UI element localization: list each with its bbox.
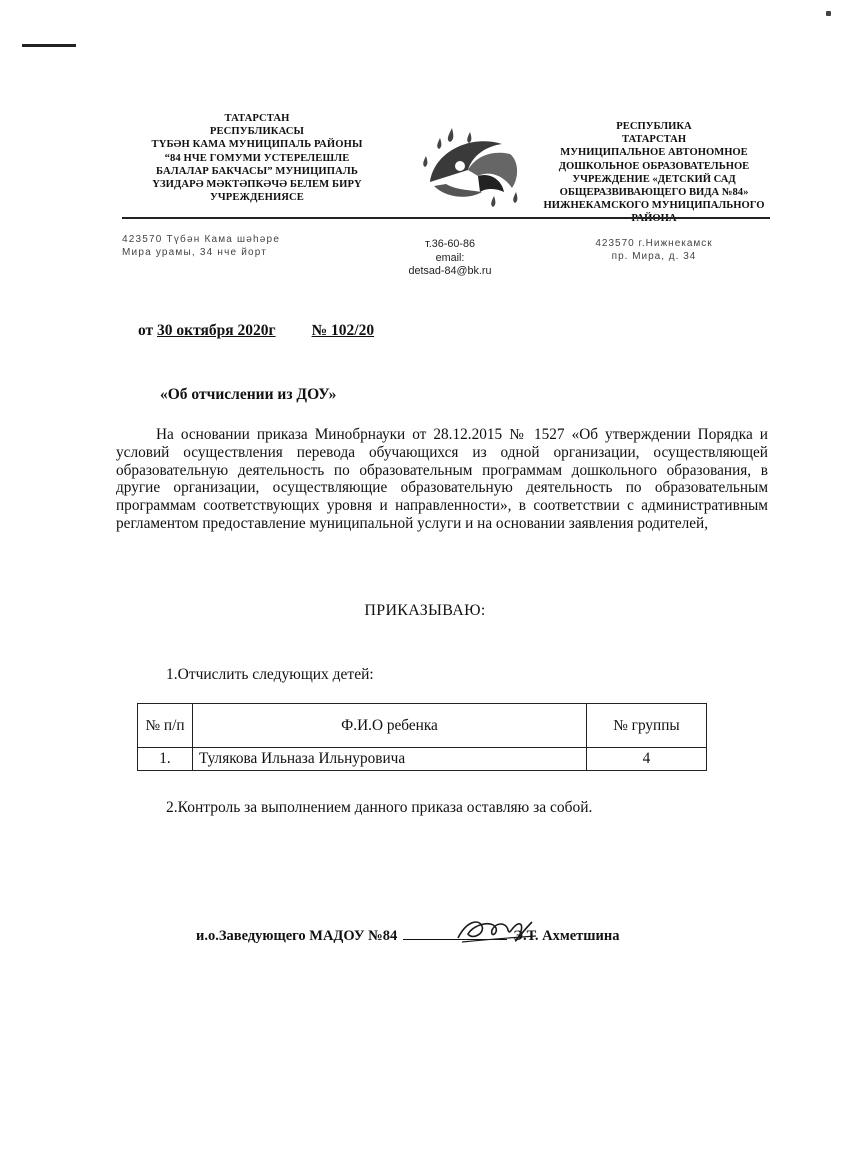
signatory-position: и.о.Заведующего МАДОУ №84 bbox=[196, 928, 398, 944]
header-group: № группы bbox=[587, 704, 707, 748]
header-num: № п/п bbox=[138, 704, 193, 748]
email-label: email: bbox=[435, 251, 465, 264]
address-russian bbox=[566, 238, 742, 263]
signature-line bbox=[196, 927, 620, 945]
letterhead-russian-line: РЕСПУБЛИКА bbox=[616, 121, 692, 132]
letterhead-tatar-line: ТҮБӘН КАМА МУНИЦИПАЛЬ РАЙОНЫ bbox=[151, 139, 363, 151]
kindergarten-logo-icon bbox=[420, 126, 526, 212]
order-preamble bbox=[116, 426, 768, 533]
letterhead-tatar bbox=[118, 112, 396, 204]
letterhead-tatar-line: ТАТАРСТАН bbox=[224, 113, 290, 124]
table-row bbox=[138, 748, 707, 771]
letterhead-divider bbox=[122, 217, 770, 219]
handwritten-signature-icon bbox=[452, 914, 540, 950]
letterhead-tatar-line: УЧРЕЖДЕНИЯСЕ bbox=[210, 192, 304, 204]
order-item-1: 1.Отчислить следующих детей: bbox=[166, 666, 374, 683]
email-address: detsad-84@bk.ru bbox=[408, 265, 492, 277]
address-line: пр. Мира, д. 34 bbox=[611, 250, 697, 262]
signatory-name: Э.Т. Ахметшина bbox=[513, 928, 620, 944]
order-date-line bbox=[138, 322, 374, 340]
letterhead-russian-line: НИЖНЕКАМСКОГО МУНИЦИПАЛЬНОГО bbox=[543, 200, 765, 212]
letterhead-tatar-line: ҮЗИДАРӘ МӘКТӘПКӘЧӘ БЕЛЕМ БИРҮ bbox=[152, 179, 362, 191]
scan-artifact-mark bbox=[22, 44, 76, 47]
letterhead-russian-line: ДОШКОЛЬНОЕ ОБРАЗОВАТЕЛЬНОЕ bbox=[558, 160, 750, 172]
letterhead-russian-line: МУНИЦИПАЛЬНОЕ АВТОНОМНОЕ bbox=[560, 147, 748, 159]
address-line: 423570 Түбән Кама шәһәре bbox=[122, 234, 281, 245]
order-date: 30 октября 2020г bbox=[157, 322, 276, 339]
order-number: № 102/20 bbox=[311, 322, 375, 339]
preamble-text: На основании приказа Минобрнауки от 28.12.2015 № 1527 «Об утверждении Порядка и условий осуществления перевода обучающихся из одной организации, осуществляющей образовательную деятельность по образовательным программам дошкольного образования, в другие организации, осуществляющие образовательную деятельность по образовательным программам соответствующих уровня и направленности», в соответствии с административным регламентом предоставление муниципальной услуги и на основании заявления родителей, bbox=[116, 426, 768, 532]
contact-block bbox=[392, 238, 508, 279]
cell-group: 4 bbox=[587, 748, 707, 771]
order-subject: «Об отчислении из ДОУ» bbox=[160, 386, 337, 403]
address-tatar bbox=[122, 234, 280, 259]
letterhead-tatar-line: РЕСПУБЛИКАСЫ bbox=[209, 126, 305, 138]
header-name: Ф.И.О ребенка bbox=[193, 704, 587, 748]
address-line: 423570 г.Нижнекамск bbox=[595, 238, 713, 249]
cell-num: 1. bbox=[138, 748, 193, 771]
letterhead-tatar-line: “84 НЧЕ ГОМУМИ УСТЕРЕЛЕШЛЕ bbox=[164, 152, 350, 164]
scan-artifact-dot bbox=[826, 11, 831, 16]
letterhead-russian-line: УЧРЕЖДЕНИЕ «ДЕТСКИЙ САД bbox=[572, 173, 736, 185]
table-header-row bbox=[138, 704, 707, 748]
letterhead-russian bbox=[538, 120, 770, 226]
letterhead-russian-line: ТАТАРСТАН bbox=[621, 134, 687, 146]
letterhead-russian-line bbox=[538, 212, 770, 225]
address-line: Мира урамы, 34 нче йорт bbox=[122, 246, 268, 258]
date-prefix: от bbox=[138, 322, 154, 339]
phone: т.36-60-86 bbox=[425, 238, 475, 250]
order-item-2: 2.Контроль за выполнением данного приказа оставляю за собой. bbox=[166, 799, 593, 816]
children-table bbox=[137, 703, 707, 771]
letterhead-tatar-line: БАЛАЛАР БАКЧАСЫ” МУНИЦИПАЛЬ bbox=[156, 165, 358, 177]
cell-name: Тулякова Ильназа Ильнуровича bbox=[193, 748, 587, 771]
order-heading: ПРИКАЗЫВАЮ: bbox=[364, 602, 486, 619]
letterhead-russian-line: ОБЩЕРАЗВИВАЮЩЕГО ВИДА №84» bbox=[559, 187, 749, 199]
